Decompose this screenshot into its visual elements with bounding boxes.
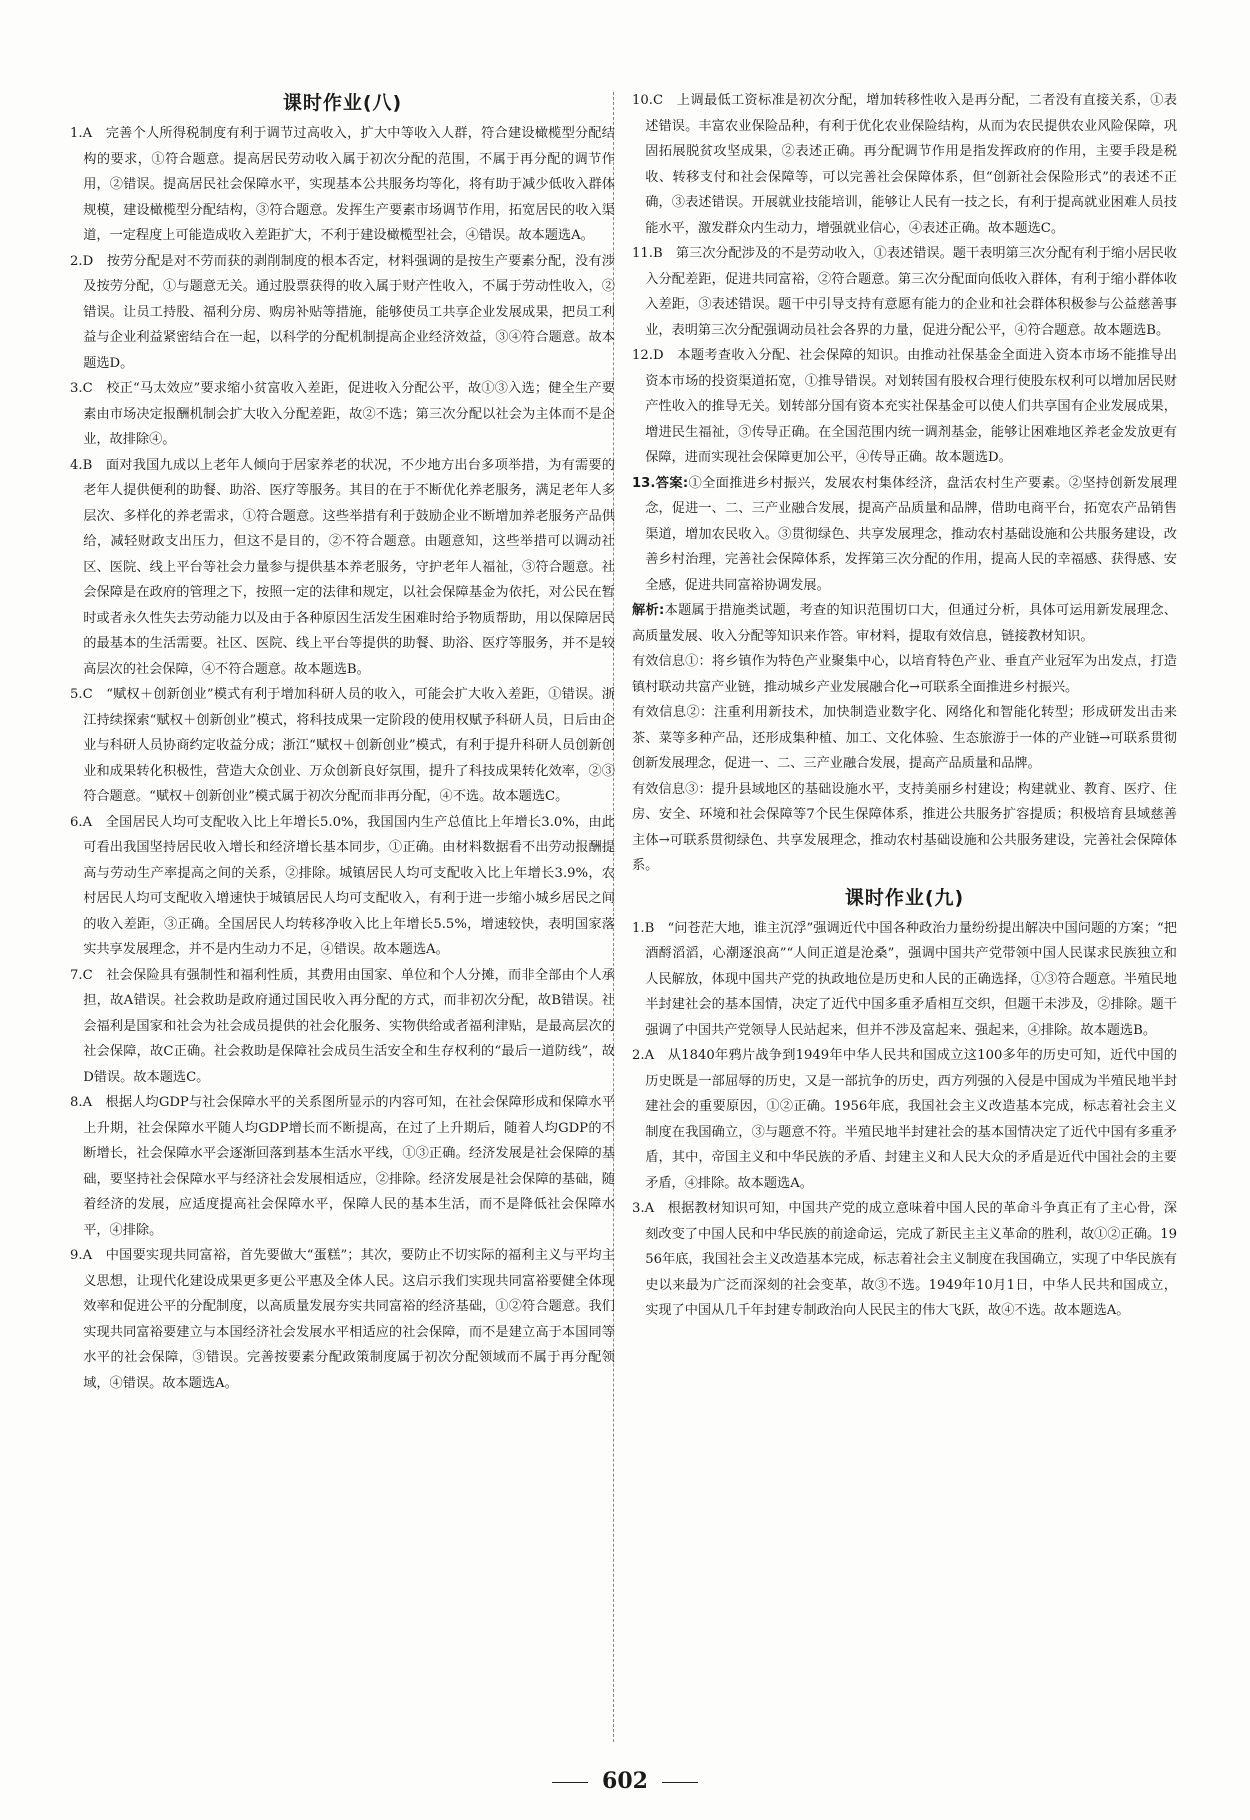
page-number: 602	[602, 1768, 648, 1794]
footer-dash	[552, 1782, 588, 1783]
info-paragraph: 有效信息②：注重利用新技术，加快制造业数字化、网络化和智能化转型；形成研发出击来茶、菜等多种产品，还形成集种植、加工、文化体验、生态旅游于一体的产业链→可联系贯彻创新发展理念，促进一、二、三产业融合发展，提高产品质量和品牌。	[632, 705, 1177, 771]
info-paragraph: 有效信息①：将乡镇作为特色产业聚集中心，以培育特色产业、垂直产业冠军为出发点，打造镇村联动共富产业链，推动城乡产业发展融合化→可联系全面推进乡村振兴。	[632, 654, 1177, 695]
page-footer	[0, 1768, 1250, 1794]
answer-item: 2.D 按劳分配是对不劳而获的剥削制度的根本否定，材料强调的是按生产要素分配，没有涉及按劳分配，①与题意无关。通过股票获得的收入属于财产性收入，不属于劳动性收入，②错误。让员工持股、福利分房、购房补贴等措施，能够使员工共享企业发展成果，把员工利益与企业利益紧密结合在一起，以科学的分配机制提高企业经济效益，③④符合题意。故本题选D。	[70, 253, 615, 371]
answer-item: 3.A 根据教材知识可知，中国共产党的成立意味着中国人民的革命斗争真正有了主心骨，深刻改变了中国人民和中华民族的前途命运，完成了新民主主义革命的胜利，故①②正确。1956年底，我国社会主义改造基本完成，标志着社会主义制度在我国确立，实现了中华民族有史以来最为广泛而深刻的社会变革，故③不选。1949年10月1日，中华人民共和国成立，实现了中国从几千年封建专制政治向人民民主的伟大飞跃，故④不选。故本题选A。	[632, 1201, 1177, 1318]
left-column	[70, 88, 615, 1396]
info-paragraph: 有效信息③：提升县域地区的基础设施水平，支持美丽乡村建设；构建就业、教育、医疗、住房、安全、环境和社会保障等7个民生保障体系，推进公共服务扩容提质；积极培育县域慈善主体→可联系贯彻绿色、共享发展理念，推动农村基础设施和公共服务建设，完善社会保障体系。	[632, 781, 1177, 873]
answer-item: 5.C “赋权＋创新创业”模式有利于增加科研人员的收入，可能会扩大收入差距，①错误。浙江持续探索“赋权＋创新创业”模式，将科技成果一定阶段的使用权赋予科研人员，日后由企业与科研人员协商约定收益分成；浙江“赋权＋创新创业”模式，有利于提升科研人员创新创业和成果转化积极性，营造大众创业、万众创新良好氛围，提升了科技成果转化效率，②③符合题意。“赋权＋创新创业”模式属于初次分配而非再分配，④不选。故本题选C。	[70, 687, 615, 804]
section-title-8: 课时作业(八)	[282, 92, 403, 114]
answer-item: 4.B 面对我国九成以上老年人倾向于居家养老的状况，不少地方出台多项举措，为有需要的老年人提供便利的助餐、助浴、医疗等服务。其目的在于不断优化养老服务，满足老年人多层次、多样化的养老需求，①符合题意。这些举措有利于鼓励企业不断增加养老服务产品供给，减轻财政支出压力，但这不是目的，②不符合题意。由题意知，这些举措可以调动社区、医院、线上平台等社会力量参与提供基本养老服务，守护老年人福祉，③符合题意。社会保障是在政府的管理之下，按照一定的法律和规定，以社会保障基金为依托，对公民在暂时或者永久性失去劳动能力以及由于各种原因生活发生困难时给予物质帮助，用以保障居民的最基本的生活需要。社区、医院、线上平台等提供的助餐、助浴、医疗等服务，并不是较高层次的社会保障，④不符合题意。故本题选B。	[70, 457, 615, 677]
analysis-label: 解析:	[632, 603, 665, 618]
answer-label: 13.答案:	[632, 475, 689, 491]
answer-item: 8.A 根据人均GDP与社会保障水平的关系图所显示的内容可知，在社会保障形成和保障水平上升期，社会保障水平随人均GDP增长而不断提高，在过了上升期后，随着人均GDP的不断增长，社会保障水平会逐渐回落到基本生活水平线，①③正确。经济发展是社会保障的基础，要坚持社会保障水平与经济社会发展相适应，②排除。经济发展是社会保障的基础，随着经济的发展，应适度提高社会保障水平，保障人民的基本生活，而不是降低社会保障水平，④排除。	[70, 1095, 615, 1238]
answer-item: 2.A 从1840年鸦片战争到1949年中华人民共和国成立这100多年的历史可知，近代中国的历史既是一部屈辱的历史，又是一部抗争的历史，西方列强的入侵是中国成为半殖民地半封建社会的重要原因，①②正确。1956年底，我国社会主义改造基本完成，标志着社会主义制度在我国确立，③与题意不符。半殖民地半封建社会的基本国情决定了近代中国有多重矛盾，其中，帝国主义和中华民族的矛盾、封建主义和人民大众的矛盾是近代中国社会的主要矛盾，④排除。故本题选A。	[632, 1048, 1177, 1191]
answer-item: 7.C 社会保险具有强制性和福利性质，其费用由国家、单位和个人分摊，而非全部由个人承担，故A错误。社会救助是政府通过国民收入再分配的方式，而非初次分配，故B错误。社会福利是国家和社会为社会成员提供的社会化服务、实物供给或者福利津贴，是最高层次的社会保障，故C正确。社会救助是保障社会成员生活安全和生存权利的“最后一道防线”，故D错误。故本题选C。	[70, 967, 615, 1085]
analysis-text: 本题属于措施类试题，考查的知识范围切口大，但通过分析，具体可运用新发展理念、高质量发展、收入分配等知识来作答。审材料，提取有效信息，链接教材知识。	[632, 603, 1177, 644]
answer-item: 1.A 完善个人所得税制度有利于调节过高收入，扩大中等收入人群，符合建设橄榄型分配结构的要求，①符合题意。提高居民劳动收入属于初次分配的范围，不属于再分配的调节作用，②错误。提高居民社会保障水平，实现基本公共服务均等化，将有助于减少低收入群体规模，建设橄榄型分配结构，③符合题意。发挥生产要素市场调节作用，拓宽居民的收入渠道，一定程度上可能造成收入差距扩大，不利于建设橄榄型社会，④错误。故本题选A。	[70, 126, 615, 243]
answer-text: ①全面推进乡村振兴，发展农村集体经济，盘活农村生产要素。②坚持创新发展理念，促进一、二、三产业融合发展，提高产品质量和品牌，借助电商平台，拓宽农产品销售渠道，增加农民收入。③贯彻绿色、共享发展理念，推动农村基础设施和公共服务建设，改善乡村治理，完善社会保障体系，发挥第三次分配的作用，提高人民的幸福感、获得感、安全感，促进共同富裕协调发展。	[645, 475, 1177, 593]
right-column	[632, 88, 1177, 1324]
analysis	[632, 598, 1177, 649]
answer-item: 9.A 中国要实现共同富裕，首先要做大“蛋糕”；其次，要防止不切实际的福利主义与平均主义思想，让现代化建设成果更多更公平惠及全体人民。这启示我们实现共同富裕要健全体现效率和促进公平的分配制度，以高质量发展夯实共同富裕的经济基础，①②符合题意。我们实现共同富裕要建立与本国经济社会发展水平相适应的社会保障，而不是建立高于本国同等水平的社会保障，③错误。完善按要素分配政策制度属于初次分配领域而不属于再分配领域，④错误。故本题选A。	[70, 1248, 615, 1391]
section-title-9: 课时作业(九)	[844, 886, 965, 909]
answer-item: 10.C 上调最低工资标准是初次分配，增加转移性收入是再分配，二者没有直接关系，①表述错误。丰富农业保险品种，有利于优化农业保险结构，从而为农民提供农业风险保障，巩固拓展脱贫攻坚成果，②表述正确。再分配调节作用是指发挥政府的作用，主要手段是税收、转移支付和社会保障等，可以完善社会保障体系，但“创新社会保险形式”的表述不正确，③表述错误。开展就业技能培训，能够让人民有一技之长，有利于提高就业困难人员技能水平，激发群众内生动力，增强就业信心，④表述正确。故本题选C。	[632, 93, 1177, 236]
answer-item-13	[632, 471, 1177, 599]
answer-item: 12.D 本题考查收入分配、社会保障的知识。由推动社保基金全面进入资本市场不能推导出资本市场的投资渠道拓宽，①推导错误。对划转国有股权合理行使股东权利可以增加居民财产性收入的推导无关。划转部分国有资本充实社保基金可以使人们共享国有企业发展成果，增进民生福祉，③传导正确。在全国范围内统一调剂基金，能够让困难地区养老金发放更有保障，进而实现社会保障更加公平，④传导正确。故本题选D。	[632, 348, 1177, 465]
answer-item: 11.B 第三次分配涉及的不是劳动收入，①表述错误。题干表明第三次分配有利于缩小居民收入分配差距，促进共同富裕，②符合题意。第三次分配面向低收入群体，有利于缩小群体收入差距，③表述错误。题干中引导支持有意愿有能力的企业和社会群体积极参与公益慈善事业，表明第三次分配强调动员社会各界的力量，促进分配公平，④符合题意。故本题选B。	[632, 246, 1177, 338]
answer-item: 6.A 全国居民人均可支配收入比上年增长5.0%，我国国内生产总值比上年增长3.0%，由此可看出我国坚持居民收入增长和经济增长基本同步，①正确。由材料数据看不出劳动报酬提高与劳动生产率提高之间的关系，②排除。城镇居民人均可支配收入比上年增长3.9%，农村居民人均可支配收入增速快于城镇居民人均可支配收入，有利于进一步缩小城乡居民之间的收入差距，③正确。全国居民人均转移净收入比上年增长5.5%，增速较快，表明国家落实共享发展理念，并不是内生动力不足，④错误。故本题选A。	[70, 814, 615, 957]
footer-dash	[662, 1782, 698, 1783]
answer-item: 3.C 校正“马太效应”要求缩小贫富收入差距，促进收入分配公平，故①③入选；健全生产要素由市场决定报酬机制会扩大收入分配差距，故②不选；第三次分配以社会为主体而不是企业，故排除④。	[70, 381, 615, 447]
answer-item: 1.B “问苍茫大地，谁主沉浮”强调近代中国各种政治力量纷纷提出解决中国问题的方案；“把酒酹滔滔，心潮逐浪高”“人间正道是沧桑”，强调中国共产党带领中国人民谋求民族独立和人民解放，体现中国共产党的执政地位是历史和人民的正确选择，①③符合题意。半殖民地半封建社会的基本国情，决定了近代中国多重矛盾相互交织，但题干未涉及，②排除。题干强调了中国共产党领导人民站起来，但并不涉及富起来、强起来，④排除。故本题选B。	[632, 920, 1177, 1038]
